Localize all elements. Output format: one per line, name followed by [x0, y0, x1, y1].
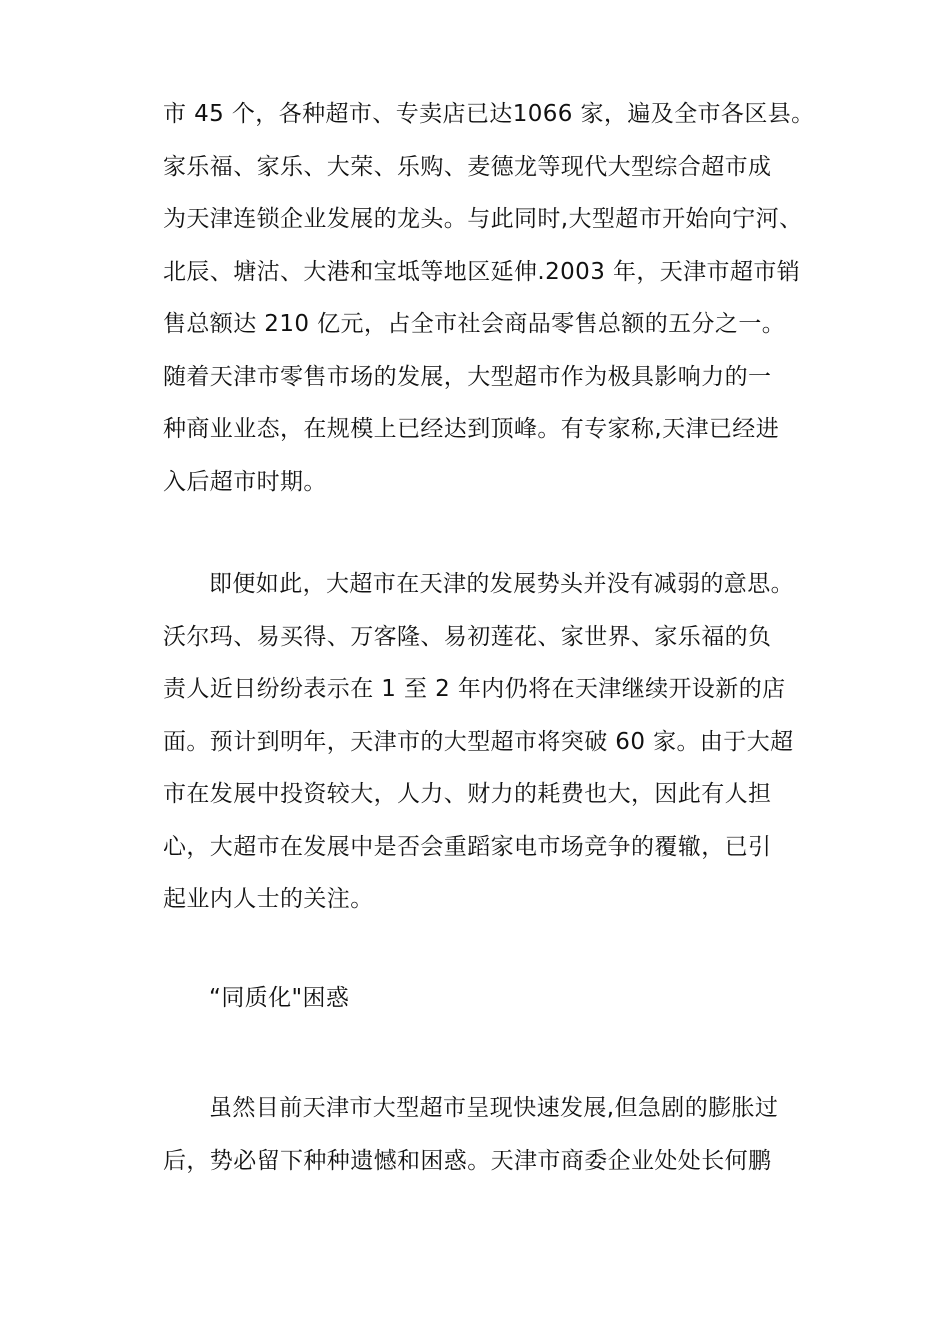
text-line: 后，势必留下种种遗憾和困惑。天津市商委企业处处长何鹏 — [163, 1147, 772, 1174]
text-line: 家乐福、家乐、大荣、乐购、麦德龙等现代大型综合超市成 — [163, 153, 772, 180]
text-line: 入后超市时期。 — [163, 468, 327, 495]
paragraph-2 — [163, 558, 813, 926]
text-line: 起业内人士的关注。 — [163, 886, 374, 912]
text-line: 面。预计到明年，天津市的大型超市将突破 60 家。由于大超 — [163, 728, 794, 755]
text-line: 售总额达 210 亿元，占全市社会商品零售总额的五分之一。 — [163, 311, 786, 337]
text-line: 沃尔玛、易买得、万客隆、易初莲花、家世界、家乐福的负 — [163, 623, 772, 650]
text-line: 市在发展中投资较大，人力、财力的耗费也大，因此有人担 — [163, 781, 772, 807]
text-line: 即便如此，大超市在天津的发展势头并没有减弱的意思。 — [209, 571, 794, 597]
paragraph-1 — [163, 88, 813, 508]
text-line: 北辰、塘沽、大港和宝坻等地区延伸.2003 年，天津市超市销 — [163, 258, 801, 285]
text-line: 心，大超市在发展中是否会重蹈家电市场竞争的覆辙，已引 — [163, 833, 772, 860]
section-heading-text: “同质化"困惑 — [209, 985, 350, 1011]
text-line: 为天津连锁企业发展的龙头。与此同时,大型超市开始向宁河、 — [163, 206, 803, 232]
text-line: 虽然目前天津市大型超市呈现快速发展,但急剧的膨胀过 — [209, 1095, 779, 1121]
text-line: 随着天津市零售市场的发展，大型超市作为极具影响力的一 — [163, 363, 772, 390]
paragraph-3 — [163, 1082, 813, 1187]
text-line: 责人近日纷纷表示在 1 至 2 年内仍将在天津继续开设新的店 — [163, 676, 786, 702]
text-line: 市 45 个，各种超市、专卖店已达1066 家，遍及全市各区县。 — [163, 101, 815, 127]
section-heading — [163, 972, 813, 1025]
text-line: 种商业业态，在规模上已经达到顶峰。有专家称,天津已经进 — [163, 416, 780, 442]
